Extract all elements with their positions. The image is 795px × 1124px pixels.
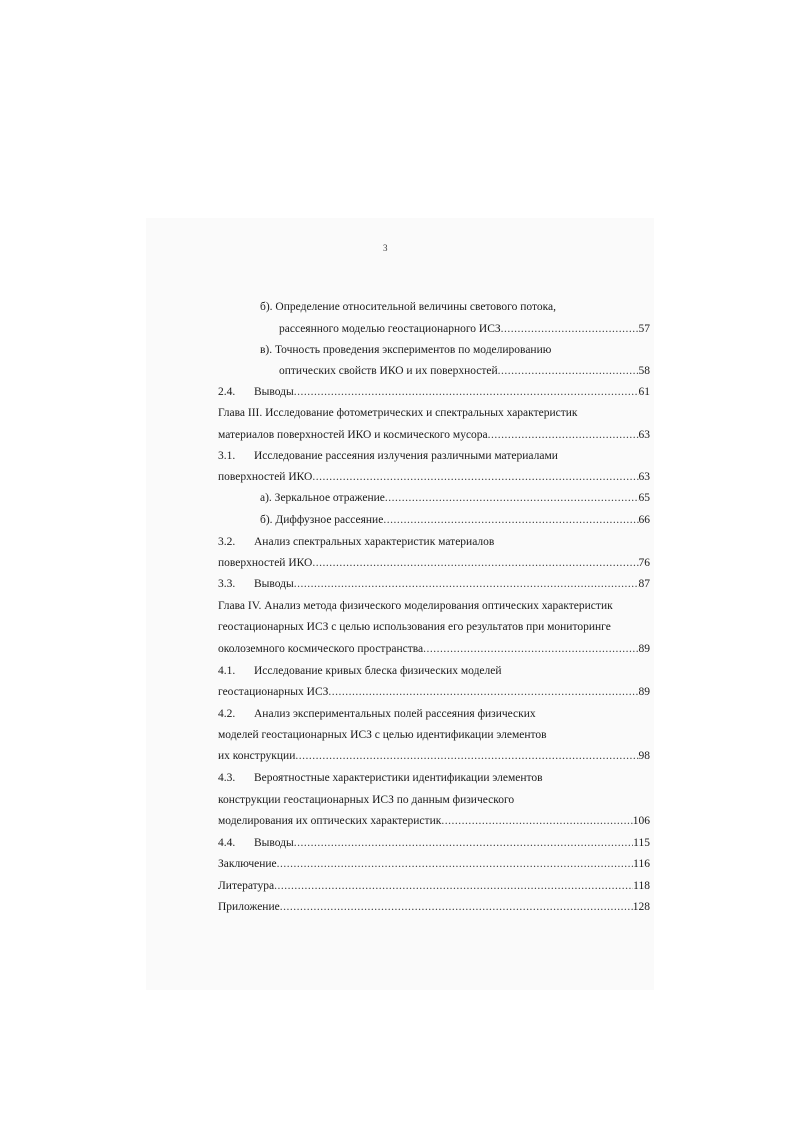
toc-line: Глава IV. Анализ метода физического моделирования оптических характеристик: [218, 600, 613, 612]
toc-entry: [218, 577, 650, 591]
toc-entry-text: моделирования их оптических характеристик: [218, 815, 442, 827]
toc-entry: [218, 857, 650, 871]
toc-entry-text: 2.4. Выводы: [218, 386, 294, 398]
toc-entry: [260, 491, 650, 505]
toc-entry-text: 4.4. Выводы: [218, 837, 294, 849]
toc-entry-text: их конструкции: [218, 750, 296, 762]
toc-line: моделей геостационарных ИСЗ с целью идентификации элементов: [218, 729, 547, 741]
toc-entry: [218, 879, 650, 893]
toc-entry-text: поверхностей ИКО: [218, 471, 313, 483]
toc-line: 4.2. Анализ экспериментальных полей рассеяния физических: [218, 708, 536, 720]
toc-entry: [218, 556, 650, 570]
toc-entry: [260, 513, 650, 527]
toc-page: 87: [638, 578, 650, 590]
toc-entry-text: Приложение: [218, 901, 280, 913]
toc-entry-text: материалов поверхностей ИКО и космического мусора: [218, 429, 488, 441]
toc-leader: [383, 513, 638, 527]
toc-leader: [277, 857, 634, 871]
toc-entry-text: Заключение: [218, 858, 277, 870]
toc-entry: [218, 685, 650, 699]
toc-leader: [294, 836, 633, 850]
toc-page: 61: [638, 386, 650, 398]
toc-leader: [280, 900, 633, 914]
toc-line: в). Точность проведения экспериментов по моделированию: [260, 344, 552, 356]
toc-page: 65: [638, 492, 650, 504]
toc-entry-text: геостационарных ИСЗ: [218, 686, 329, 698]
toc-leader: [423, 642, 638, 656]
toc-page: 76: [638, 557, 650, 569]
toc-leader: [501, 322, 639, 336]
toc-entry-text: околоземного космического пространства: [218, 643, 424, 655]
toc-entry-text: б). Диффузное рассеяние: [260, 514, 384, 526]
toc-line: 4.1. Исследование кривых блеска физических моделей: [218, 665, 502, 677]
toc-page: 57: [638, 323, 650, 335]
toc-entry: [218, 836, 650, 850]
toc-entry: [218, 749, 650, 763]
toc-line: 3.2. Анализ спектральных характеристик материалов: [218, 536, 495, 548]
toc-leader: [294, 385, 639, 399]
toc-page: 89: [638, 643, 650, 655]
toc-leader: [498, 364, 639, 378]
toc-leader: [294, 577, 639, 591]
toc-page: 63: [638, 471, 650, 483]
toc-line: конструкции геостационарных ИСЗ по данным физического: [218, 794, 515, 806]
toc-leader: [312, 556, 638, 570]
toc-entry: [218, 385, 650, 399]
toc-leader: [274, 879, 633, 893]
toc-line: Глава III. Исследование фотометрических и спектральных характеристик: [218, 407, 578, 419]
toc-entry: [279, 322, 650, 336]
toc-leader: [488, 428, 639, 442]
toc-page: 98: [638, 750, 650, 762]
toc-entry-text: поверхностей ИКО: [218, 557, 313, 569]
toc-leader: [295, 749, 638, 763]
toc-page: 58: [638, 365, 650, 377]
toc-line: 3.1. Исследование рассеяния излучения различными материалами: [218, 450, 558, 462]
toc-entry: [218, 900, 650, 914]
toc-page: 128: [632, 901, 650, 913]
toc-entry: [218, 642, 650, 656]
toc-line: б). Определение относительной величины светового потока,: [260, 301, 556, 313]
toc-page: 63: [638, 429, 650, 441]
toc-entry: [218, 470, 650, 484]
toc-entry-text: оптических свойств ИКО и их поверхностей: [279, 365, 498, 377]
toc-leader: [312, 470, 638, 484]
toc-page: 118: [633, 880, 650, 892]
toc-line: 4.3. Вероятностные характеристики идентификации элементов: [218, 772, 543, 784]
toc-leader: [441, 814, 632, 828]
toc-entry: [218, 814, 650, 828]
toc-page: 116: [633, 858, 650, 870]
toc-page: 106: [632, 815, 650, 827]
toc-leader: [385, 491, 639, 505]
toc-entry: [218, 428, 650, 442]
toc-entry-text: а). Зеркальное отражение: [260, 492, 385, 504]
toc-entry: [279, 364, 650, 378]
toc-line: геостационарных ИСЗ с целью использования его результатов при мониторинге: [218, 621, 611, 633]
toc-page: 66: [638, 514, 650, 526]
toc-entry-text: Литература: [218, 880, 275, 892]
toc-page: 115: [633, 837, 650, 849]
toc-entry-text: рассеянного моделью геостационарного ИСЗ: [279, 323, 501, 335]
page-number: 3: [383, 243, 388, 253]
toc-page: 89: [638, 686, 650, 698]
toc-entry-text: 3.3. Выводы: [218, 578, 294, 590]
toc-leader: [328, 685, 638, 699]
